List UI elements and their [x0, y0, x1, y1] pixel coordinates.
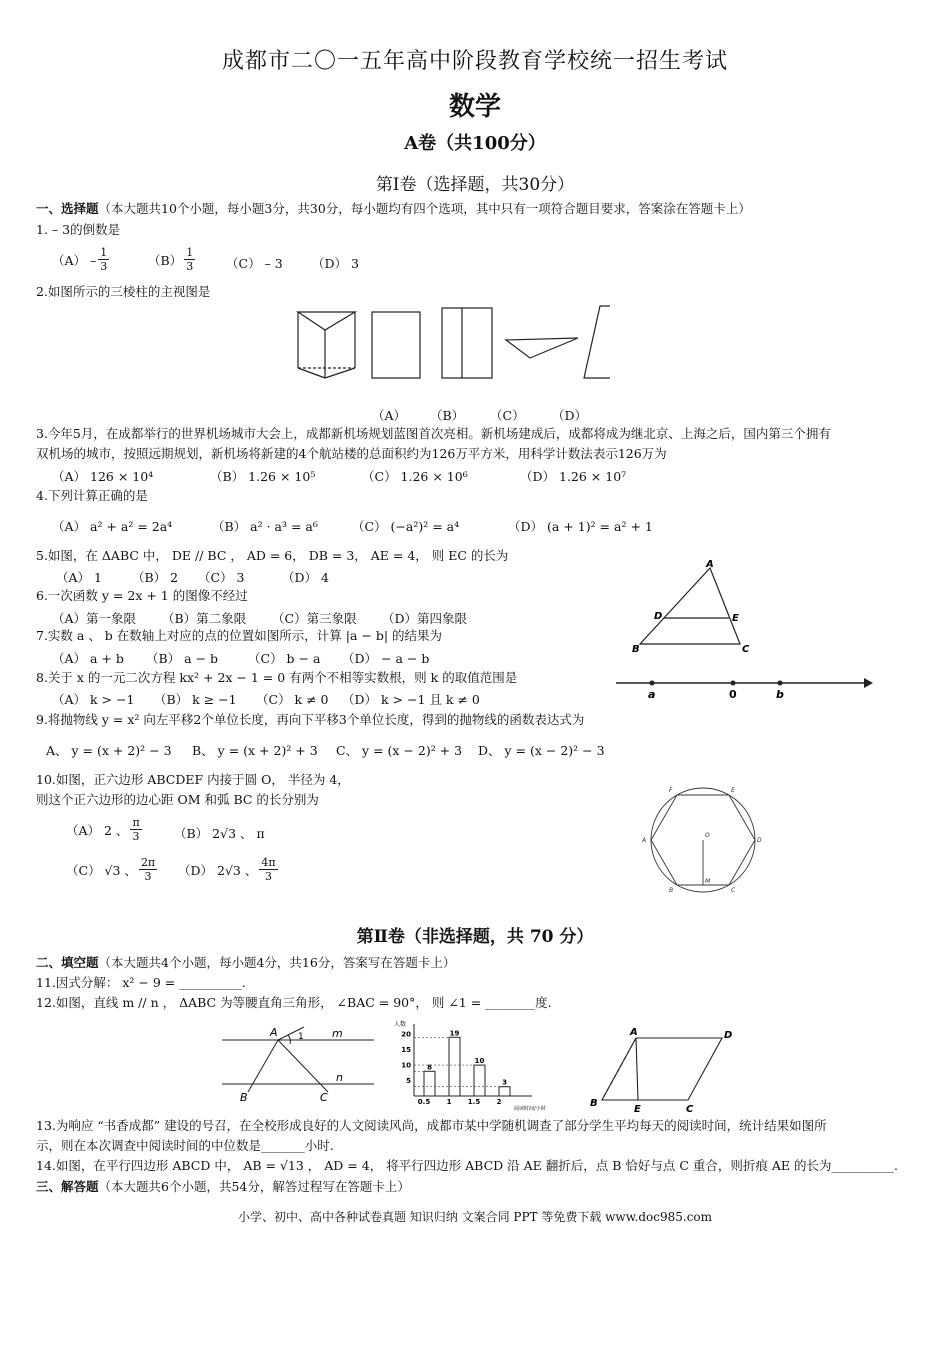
q5-label-a: A	[706, 559, 714, 570]
footer-note: 小学、初中、高中各种试卷真题 知识归纳 文案合同 PPT 等免费下载 www.doc985.com	[237, 1210, 713, 1224]
chart-ylabel: 人数	[394, 1021, 407, 1028]
q10-d-denominator: 3	[264, 870, 272, 883]
q2-label-d: （D）	[552, 408, 588, 423]
q10-line2: 则这个正六边形的边心距 OM 和弧 BC 的长分别为	[36, 792, 319, 807]
hex-label-f: F	[669, 787, 673, 794]
q5-stem: 5.如图，在 ΔABC 中， DE // BC ， AD = 6， DB = 3， AE = 4， 则 EC 的长为	[36, 548, 509, 563]
q12-label-m: m	[332, 1027, 343, 1040]
section2-label: 二、填空题	[36, 955, 99, 970]
section3-note: （本大题共6个小题，共54分，解答过程写在答题卡上）	[98, 1179, 410, 1194]
q6-option-a: （A）第一象限	[52, 611, 137, 626]
q1-option-d: （D） 3	[312, 256, 359, 271]
point-a	[650, 681, 655, 686]
q1-option-a-label: （A） –	[52, 252, 97, 268]
q14-label-d: D	[724, 1030, 733, 1041]
q10-c-numerator: 2π	[140, 856, 156, 869]
q2-option-a-shape	[372, 312, 420, 378]
hex-label-b: B	[669, 887, 674, 894]
q14-label-a: A	[630, 1027, 638, 1038]
section1-heading	[36, 201, 751, 217]
q1-option-a-fraction	[98, 246, 109, 273]
q8-option-a: （A） k > −1	[52, 692, 135, 707]
section1-label: 一、选择题	[36, 201, 99, 216]
part2-title: 第Ⅱ卷（非选择题，共 70 分）	[356, 927, 594, 947]
q3-line1: 3.今年5月，在成都举行的世界机场城市大会上，成都新机场规划蓝图首次亮相。新机场建成后，成都将成为继北京、上海之后，国内第三个拥有	[36, 426, 831, 441]
q7-option-c: （C） b − a	[248, 651, 321, 666]
q1-b-denominator: 3	[186, 260, 194, 273]
q2-stem: 2.如图所示的三棱柱的主视图是	[36, 284, 211, 299]
chart-bar	[474, 1065, 485, 1096]
section2-heading	[36, 955, 455, 971]
q1-a-numerator: 1	[100, 246, 108, 259]
chart-category-label: 2	[496, 1098, 502, 1106]
q14-label-e: E	[634, 1104, 641, 1114]
chart-data-label: 8	[427, 1063, 432, 1072]
q5-label-c: C	[742, 644, 750, 655]
q1-option-b-fraction	[184, 246, 195, 273]
chart-xlabel: 阅读时间/小时	[514, 1106, 546, 1112]
q10-option-c	[66, 856, 159, 883]
q5-option-c: （C） 3	[198, 570, 245, 585]
hex-label-o: O	[705, 832, 710, 839]
q6-stem: 6.一次函数 y = 2x + 1 的图像不经过	[36, 588, 248, 603]
q2-option-c-shape	[506, 338, 578, 358]
q10-a-numerator: π	[132, 816, 140, 829]
section3-label: 三、解答题	[36, 1179, 99, 1194]
q14-figure-parallelogram	[588, 1024, 768, 1114]
chart-data-label: 3	[502, 1078, 507, 1087]
q10-option-a-label: （A） 2 、	[66, 822, 129, 838]
prism-3d-view	[298, 312, 355, 378]
q9-option-c: C、 y = (x − 2)² + 3	[336, 743, 463, 758]
chart-bar	[424, 1071, 435, 1096]
q3-option-c: （C） 1.26 × 10⁶	[362, 469, 468, 484]
q1-option-a	[52, 246, 111, 273]
q2-label-c: （C）	[490, 408, 525, 423]
q6-option-b: （B）第二象限	[162, 611, 247, 626]
q6-option-c: （C）第三象限	[272, 611, 357, 626]
part1-title: 第Ⅰ卷（选择题，共30分）	[375, 175, 575, 195]
chart-category-label: 1.5	[467, 1098, 481, 1106]
point-b	[778, 681, 783, 686]
q12-label-a: A	[270, 1026, 278, 1039]
q13-line1: 13.为响应 “书香成都” 建设的号召，在全校形成良好的人文阅读风尚，成都市某中学随机调查了部分学生平均每天的阅读时间，统计结果如图所	[36, 1118, 827, 1133]
hex-label-m: M	[705, 878, 711, 885]
q3-option-b: （B） 1.26 × 10⁵	[210, 469, 316, 484]
q4-option-c: （C） (−a²)² = a⁴	[352, 519, 460, 534]
q10-d-numerator: 4π	[261, 856, 276, 869]
q1-stem: 1. – 3的倒数是	[36, 222, 121, 237]
subject-title: 数学	[448, 92, 501, 122]
point-zero	[731, 681, 736, 686]
q2-label-a: （A）	[372, 408, 407, 423]
q10-option-a-fraction	[130, 816, 141, 843]
q1-option-b	[148, 246, 197, 273]
q5-option-b: （B） 2	[132, 570, 179, 585]
q14-stem: 14.如图，在平行四边形 ABCD 中， AB = √13 ， AD = 4， 将平行四边形 ABCD 沿 AE 翻折后，点 B 恰好与点 C 重合，则折痕 AE 的长为__________.	[36, 1158, 898, 1173]
q10-line1: 10.如图，正六边形 ABCDEF 内接于圆 O， 半径为 4，	[36, 772, 350, 787]
q11-stem: 11.因式分解： x² − 9 = __________.	[36, 975, 246, 990]
q2-figure-prism	[290, 300, 610, 390]
q12-label-b: B	[240, 1091, 248, 1104]
parallelogram-abcd	[602, 1038, 722, 1100]
q7-option-b: （B） a − b	[146, 651, 219, 666]
q4-option-b: （B） a² · a³ = a⁶	[212, 519, 318, 534]
q5-label-d: D	[654, 611, 663, 622]
q2-option-d-shape	[584, 306, 610, 378]
q10-option-d-label: （D） 2√3 、	[178, 862, 258, 878]
q2-label-b: （B）	[430, 408, 465, 423]
q8-option-b: （B） k ≥ −1	[154, 692, 237, 707]
q5-label-b: B	[632, 644, 640, 655]
section1-note: （本大题共10个小题，每小题3分，共30分，每小题均有四个选项，其中只有一项符合题目要求，答案涂在答题卡上）	[98, 201, 751, 216]
q12-label-n: n	[336, 1071, 343, 1084]
q10-figure-hexagon	[636, 782, 768, 896]
q9-option-a: A、 y = (x + 2)² − 3	[46, 743, 172, 758]
axis-label-b: b	[776, 688, 784, 701]
fold-line-ae	[636, 1038, 638, 1100]
q8-option-d: （D） k > −1 且 k ≠ 0	[342, 692, 480, 707]
exam-title: 成都市二〇一五年高中阶段教育学校统一招生考试	[221, 49, 728, 74]
q8-option-c: （C） k ≠ 0	[256, 692, 329, 707]
q14-label-c: C	[686, 1104, 694, 1114]
chart-bar	[449, 1037, 460, 1096]
q9-option-d: D、 y = (x − 2)² − 3	[478, 743, 605, 758]
q12-stem: 12.如图，直线 m // n ， ΔABC 为等腰直角三角形， ∠BAC = 90°， 则 ∠1 = ________度.	[36, 995, 552, 1010]
q7-option-d: （D） − a − b	[342, 651, 430, 666]
chart-category-label: 1	[446, 1098, 452, 1106]
q3-line2: 双机场的城市，按照远期规划，新机场将新建的4个航站楼的总面积约为126万平方米，用科学计数法表示126万为	[36, 446, 667, 461]
chart-data-label: 19	[449, 1029, 460, 1038]
q10-option-c-label: （C） √3 、	[66, 862, 137, 878]
q10-option-b: （B） 2√3 、 π	[174, 826, 265, 841]
section3-heading	[36, 1179, 410, 1195]
q9-option-b: B、 y = (x + 2)² + 3	[192, 743, 318, 758]
chart-category-label: 0.5	[417, 1098, 431, 1106]
q10-option-d-fraction	[259, 856, 277, 883]
q1-option-c: （C） – 3	[226, 256, 283, 271]
q1-b-numerator: 1	[186, 246, 194, 259]
q4-option-d: （D） (a + 1)² = a² + 1	[508, 519, 653, 534]
chart-ytick-label: 5	[406, 1077, 411, 1086]
q3-option-d: （D） 1.26 × 10⁷	[520, 469, 627, 484]
paper-a-title: A卷（共100分）	[404, 133, 546, 154]
q10-option-a	[66, 816, 144, 843]
q12-label-c: C	[320, 1091, 328, 1104]
q12-figure-parallel-lines	[218, 1022, 378, 1104]
q7-option-a: （A） a + b	[52, 651, 124, 666]
q10-option-c-fraction	[139, 856, 157, 883]
axis-label-a: a	[648, 688, 656, 701]
q8-stem: 8.关于 x 的一元二次方程 kx² + 2x − 1 = 0 有两个不相等实数根，则 k 的取值范围是	[36, 670, 518, 685]
q13-bar-chart	[390, 1018, 550, 1114]
q9-stem: 9.将抛物线 y = x² 向左平移2个单位长度，再向下平移3个单位长度，得到的抛物线的函数表达式为	[36, 712, 585, 727]
chart-data-label: 10	[474, 1057, 485, 1066]
q7-number-line	[612, 672, 874, 702]
q5-label-e: E	[732, 613, 739, 624]
q2-option-b-shape	[442, 308, 492, 378]
q6-option-d: （D）第四象限	[382, 611, 468, 626]
q12-label-1: 1	[298, 1032, 304, 1042]
q10-a-denominator: 3	[132, 830, 140, 843]
hex-label-e: E	[731, 787, 735, 794]
q1-a-denominator: 3	[100, 260, 108, 273]
chart-ytick-label: 20	[401, 1030, 411, 1039]
chart-ytick-label: 10	[401, 1061, 411, 1070]
q7-stem: 7.实数 a 、 b 在数轴上对应的点的位置如图所示，计算 |a − b| 的结果为	[36, 628, 443, 643]
q13-line2: 示，则在本次调查中阅读时间的中位数是_______小时.	[36, 1138, 334, 1153]
q5-figure-triangle	[628, 556, 758, 656]
chart-bar	[499, 1087, 510, 1096]
q4-stem: 4.下列计算正确的是	[36, 488, 148, 503]
q14-label-b: B	[590, 1098, 598, 1109]
q3-option-a: （A） 126 × 10⁴	[52, 469, 154, 484]
hex-label-c: C	[731, 887, 736, 894]
q5-option-d: （D） 4	[282, 570, 329, 585]
q1-option-b-label: （B）	[148, 252, 183, 268]
hex-label-d: D	[757, 837, 762, 844]
chart-ytick-label: 15	[401, 1046, 411, 1055]
section2-note: （本大题共4个小题，每小题4分，共16分，答案写在答题卡上）	[98, 955, 456, 970]
q10-option-d	[178, 856, 280, 883]
axis-label-zero: 0	[729, 688, 737, 701]
q4-option-a: （A） a² + a² = 2a⁴	[52, 519, 173, 534]
q10-c-denominator: 3	[144, 870, 152, 883]
q5-option-a: （A） 1	[56, 570, 102, 585]
hex-label-a: A	[642, 837, 647, 844]
